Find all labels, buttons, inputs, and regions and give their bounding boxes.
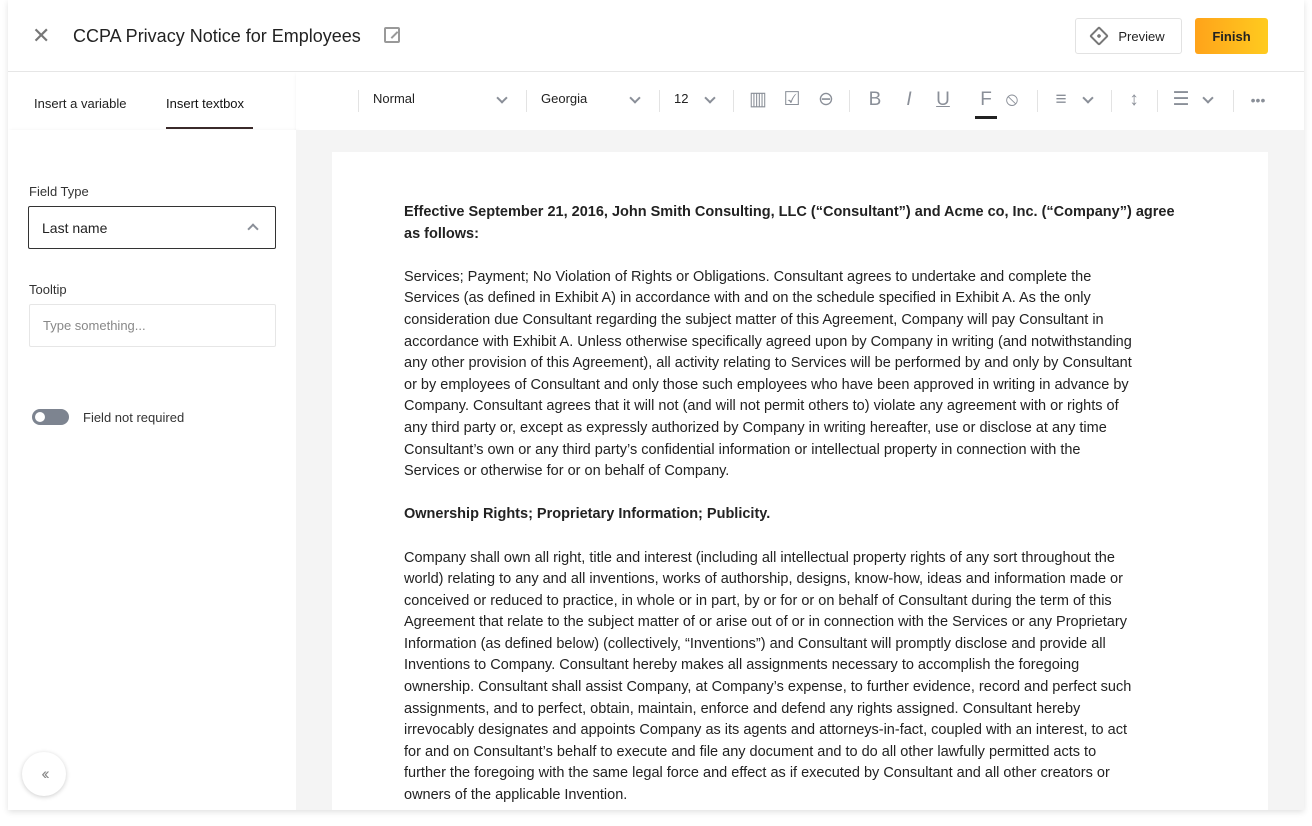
document-text-line: assignments, and to perfect, obtain, maintain, enforce and defend any rights assigned. Consultant hereby [404, 700, 1081, 717]
document-heading-line: Ownership Rights; Proprietary Information; Publicity. [404, 506, 771, 523]
document-title: CCPA Privacy Notice for Employees [73, 26, 361, 46]
document-text-line: Services (as defined in Exhibit A) in accordance with and on the schedule specified in Exhibit A. As the only [404, 290, 1091, 307]
required-toggle[interactable] [32, 409, 69, 425]
document-text-line: Company. Consultant agrees that it will not (and will not permit others to) violate any agreement with or rights of [404, 398, 1119, 415]
document-page[interactable] [332, 152, 1268, 810]
document-text-line: or by employees of Consultant and only those such employees who have been approved in writing in advance by [404, 376, 1129, 393]
divider [1111, 90, 1112, 112]
more-icon[interactable]: ••• [1250, 92, 1266, 108]
document-text-line: Services; Payment; No Violation of Rights or Obligations. Consultant agrees to undertake and complete the [404, 268, 1092, 285]
chevron-down-icon[interactable] [1202, 92, 1213, 103]
numbered-list-icon[interactable]: ☰ [1172, 89, 1190, 110]
document-body[interactable] [404, 202, 1175, 807]
document-text-line: any third party or, except as expressly authorized by Company in writing hereafter, use or disclose at any time [404, 419, 1107, 436]
table-icon[interactable]: ▥ [749, 89, 767, 110]
line-height-icon[interactable]: ↕ [1129, 89, 1139, 110]
divider [1037, 90, 1038, 112]
header [8, 0, 1304, 72]
document-text-line: Information (as defined below) (collectively, “Inventions”) and Consultant will promptly disclose and provide all [404, 635, 1106, 652]
divider [1233, 90, 1234, 112]
font-family-select[interactable]: Georgia [541, 91, 588, 106]
document-heading-line: Effective September 21, 2016, John Smith Consulting, LLC (“Consultant”) and Acme co, Inc. (“Company”) agree [404, 204, 1175, 220]
document-text-line: accordance with Exhibit A. Unless otherwise specifically agreed upon by Company in writing (and notwithstanding [404, 333, 1132, 350]
tooltip-label: Tooltip [29, 282, 67, 297]
document-text-line: any other provision of this Agreement), all activity relating to Services will be performed by and only by Consultant [404, 355, 1132, 372]
bold-icon[interactable]: B [868, 89, 882, 110]
chevron-up-icon [247, 223, 258, 234]
field-type-select[interactable] [28, 206, 276, 249]
edit-title-icon[interactable] [384, 27, 400, 43]
document-text-line: conceived or reduced to practice, in whole or in part, by or for or on behalf of Consultant during the term of this [404, 592, 1112, 609]
document-text-line: ownership. Consultant shall assist Company, at Company’s expense, to further evidence, record and perfect such [404, 679, 1132, 696]
chevron-down-icon[interactable] [629, 92, 640, 103]
eye-icon [1089, 26, 1109, 46]
preview-button[interactable] [1075, 18, 1182, 54]
font-color-icon[interactable]: F [980, 89, 992, 110]
tooltip-input[interactable] [29, 304, 276, 347]
document-text-line: owners of the applicable Invention. [404, 787, 628, 804]
editor-window [8, 0, 1304, 810]
chevron-down-icon[interactable] [496, 92, 507, 103]
preview-label: Preview [1118, 28, 1165, 44]
chevron-down-icon[interactable] [704, 92, 715, 103]
divider [849, 90, 850, 112]
paragraph-gap [404, 526, 1175, 548]
field-type-value: Last name [42, 220, 108, 236]
document-text-line: world) relating to any and all inventions, works of authorship, designs, know-how, ideas and information made or [404, 571, 1123, 588]
italic-icon[interactable]: I [906, 89, 912, 110]
document-text-line: for and on Consultant’s behalf to execute and file any document and to do all other lawfully permitted acts to [404, 743, 1097, 760]
underline-icon[interactable]: U [936, 89, 950, 110]
close-icon[interactable]: ✕ [32, 23, 51, 48]
document-heading-line: as follows: [404, 225, 479, 242]
document-text-line: irrevocably designates and appoints Company as its agents and attorneys-in-fact, coupled with an interest, to act [404, 722, 1127, 739]
align-left-icon[interactable]: ≡ [1055, 89, 1067, 110]
collapse-panel-button[interactable] [22, 752, 66, 796]
field-settings-panel [8, 130, 296, 810]
document-text-line: Agreement that relate to the subject matter of or arise out of or in connection with the Services or any Proprietary [404, 614, 1127, 631]
document-area [296, 130, 1304, 810]
formatting-toolbar [296, 72, 1304, 130]
toggle-label: Field not required [83, 410, 185, 425]
double-chevron-left-icon: ‹‹ [41, 764, 47, 783]
font-color-swatch [975, 116, 997, 119]
tab-insert-variable[interactable]: Insert a variable [34, 96, 127, 111]
paragraph-gap [404, 245, 1175, 267]
link-icon[interactable]: ⊖ [818, 89, 834, 110]
paragraph-style-select[interactable]: Normal [373, 91, 415, 106]
document-text-line: Company shall own all right, title and interest (including all intellectual property rights of any sort throughout the [404, 549, 1115, 566]
document-text-line: further the foregoing with the same legal force and effect as if executed by Consultant and all other creators or [404, 765, 1110, 782]
active-tab-indicator [166, 127, 253, 129]
divider [659, 90, 660, 112]
document-text-line: Services or otherwise for or on behalf of Company. [404, 463, 730, 480]
divider [358, 90, 359, 112]
paragraph-gap [404, 483, 1175, 505]
panel-tabs [8, 72, 296, 130]
checkbox-icon[interactable]: ☑ [783, 89, 801, 110]
divider [526, 90, 527, 112]
document-text-line: Inventions to Company. Consultant hereby makes all assignments necessary to accomplish the foregoing [404, 657, 1080, 674]
divider [733, 90, 734, 112]
field-type-label: Field Type [29, 184, 89, 199]
divider [1157, 90, 1158, 112]
tab-insert-textbox[interactable]: Insert textbox [166, 96, 245, 111]
document-text-line: consideration due Consultant regarding the subject matter of this Agreement, Company will pay Consultant in [404, 311, 1104, 328]
chevron-down-icon[interactable] [1082, 92, 1093, 103]
clear-format-icon[interactable]: ⦸ [1005, 89, 1019, 110]
finish-button[interactable]: Finish [1195, 18, 1268, 54]
font-size-select[interactable]: 12 [674, 91, 689, 106]
document-text-line: Consultant’s own or any third party’s confidential information or intellectual property in connection with the [404, 441, 1081, 458]
